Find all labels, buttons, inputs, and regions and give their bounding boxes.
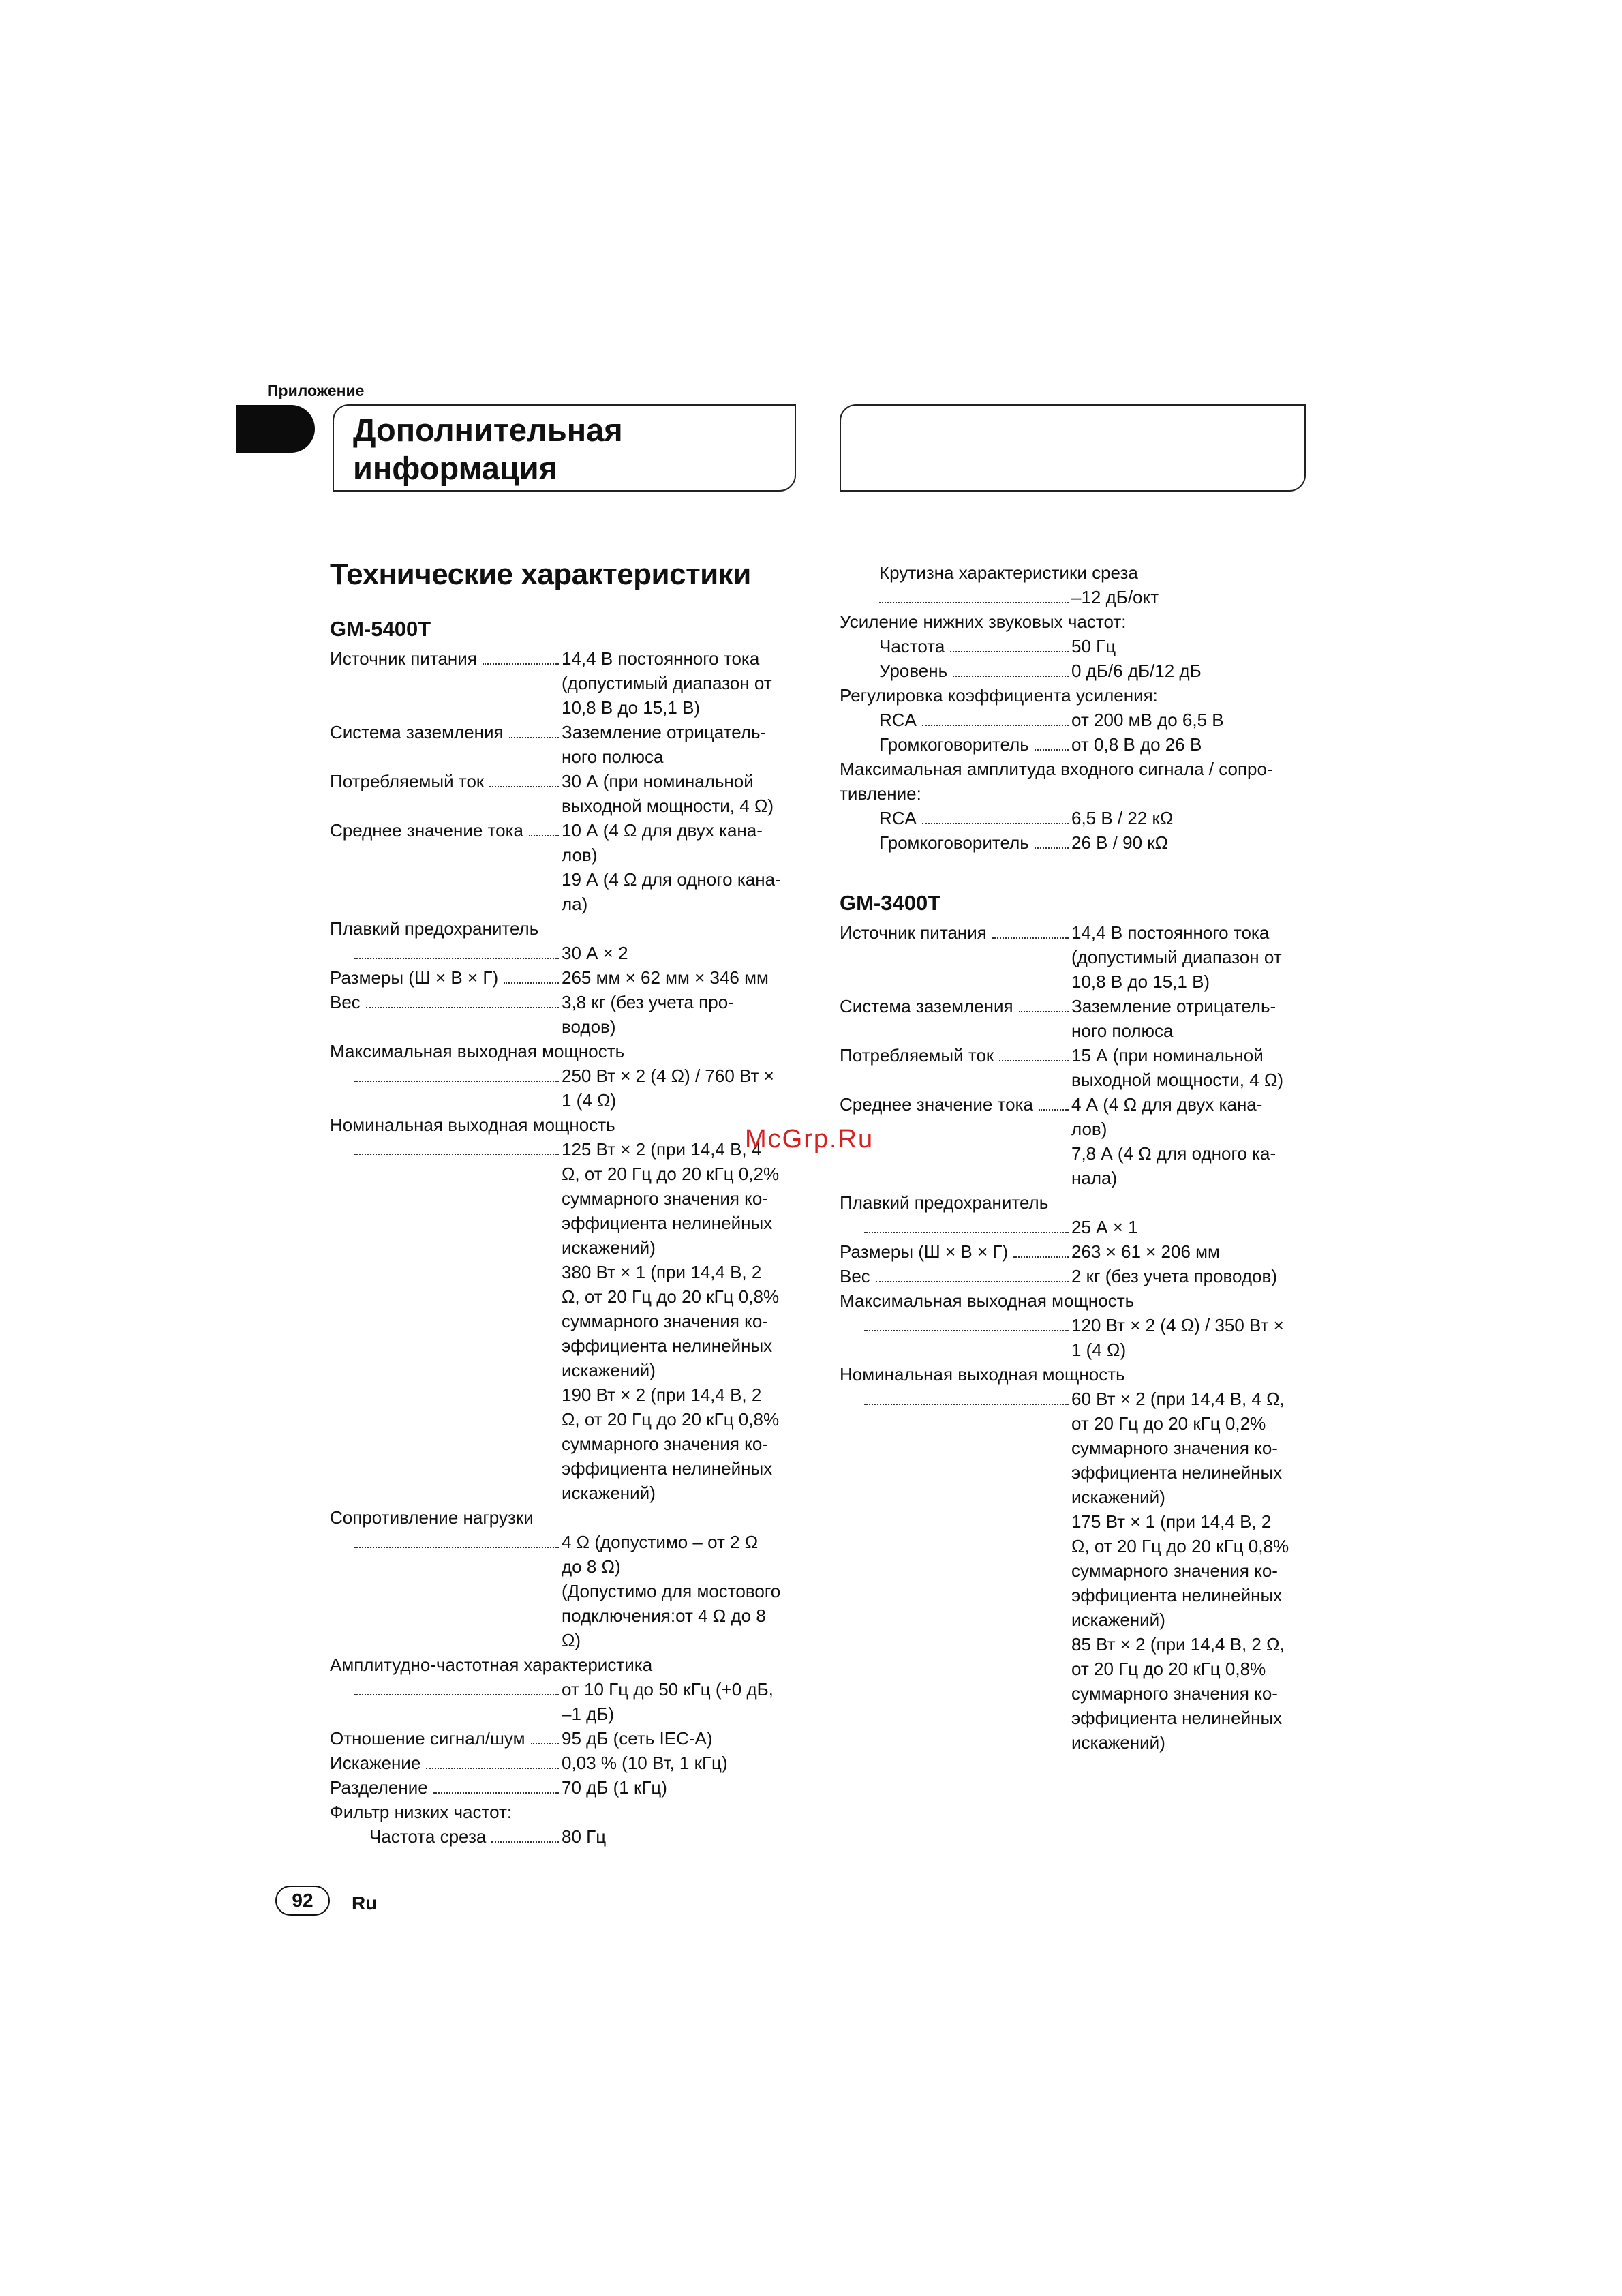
spec-row [840, 659, 1317, 683]
spec-row [840, 634, 1317, 659]
spec-column-right [840, 560, 1317, 1755]
spec-value: 30 А × 2 [562, 943, 628, 963]
spec-value: 6,5 В / 22 кΩ [1071, 808, 1174, 828]
spec-value: 70 дБ (1 кГц) [562, 1777, 667, 1798]
spec-value: 265 мм × 62 мм × 346 мм [562, 967, 769, 988]
spec-label: Вес [840, 1266, 870, 1286]
spec-row [330, 1137, 807, 1505]
spec-row [840, 1264, 1317, 1288]
spec-value: 2 кг (без учета проводов) [1071, 1266, 1278, 1286]
spec-label: RCA [879, 710, 917, 730]
spec-value: 250 Вт × 2 (4 Ω) / 760 Вт × 1 (4 Ω) [562, 1066, 774, 1111]
spec-label: Громкоговоритель [879, 734, 1029, 755]
dot-leader [529, 835, 559, 836]
dot-leader [491, 1841, 559, 1843]
spec-value: 95 дБ (сеть IEC-A) [562, 1728, 713, 1749]
spec-label: Уровень [879, 661, 948, 681]
spec-label: Потребляемый ток [840, 1045, 994, 1066]
dot-leader [426, 1768, 559, 1769]
spec-value: 0,03 % (10 Вт, 1 кГц) [562, 1753, 728, 1773]
spec-value: 3,8 кг (без учета про- водов) [562, 992, 734, 1037]
empty-header-box [840, 404, 1306, 492]
spec-label: Крутизна характеристики среза [879, 562, 1138, 583]
dot-leader [922, 725, 1069, 726]
spec-value: 80 Гц [562, 1826, 607, 1847]
spec-value: 14,4 В постоянного тока (допустимый диапазон от 10,8 В до 15,1 В) [1071, 922, 1282, 992]
spec-row [840, 806, 1317, 830]
spec-value: 4 А (4 Ω для двух кана- лов) 7,8 А (4 Ω для одного ка- нала) [1071, 1094, 1276, 1188]
dot-leader [509, 737, 559, 738]
spec-label: RCA [879, 808, 917, 828]
spec-value: –12 дБ/окт [1071, 587, 1159, 607]
spec-list-gm5400-cont [840, 560, 1317, 855]
spec-label: Громкоговоритель [879, 832, 1029, 853]
dot-leader [1035, 847, 1069, 849]
spec-label: Среднее значение тока [840, 1094, 1034, 1115]
model-heading: GM-3400T [840, 891, 941, 915]
dot-leader [992, 937, 1069, 939]
dot-leader [354, 958, 559, 959]
spec-value: Заземление отрицатель- ного полюса [562, 722, 767, 767]
spec-label: Размеры (Ш × В × Г) [840, 1241, 1009, 1262]
dot-leader [483, 663, 559, 665]
dot-leader [1019, 1011, 1069, 1012]
dot-leader [366, 1007, 559, 1008]
dot-leader [950, 651, 1069, 652]
spec-value: от 0,8 В до 26 В [1071, 734, 1202, 755]
dot-leader [1035, 749, 1069, 751]
spec-row [330, 1726, 807, 1751]
spec-row [840, 1387, 1317, 1755]
spec-row [840, 708, 1317, 732]
section-tab-marker [236, 405, 315, 453]
spec-row [330, 941, 807, 965]
spec-subheading: Фильтр низких частот: [330, 1802, 512, 1822]
spec-row [840, 994, 1317, 1043]
spec-row [330, 1530, 807, 1652]
spec-label: Среднее значение тока [330, 820, 524, 841]
spec-label: Система заземления [330, 722, 504, 742]
watermark: McGrp.Ru [745, 1125, 874, 1153]
spec-row [330, 990, 807, 1039]
spec-value: от 200 мВ до 6,5 В [1071, 710, 1224, 730]
spec-label: Система заземления [840, 996, 1013, 1016]
spec-row [330, 720, 807, 769]
spec-label: Разделение [330, 1777, 428, 1798]
spec-label: Частота среза [369, 1826, 487, 1847]
dot-leader [864, 1404, 1069, 1405]
spec-label: Плавкий предохранитель [330, 918, 539, 939]
spec-value: 125 Вт × 2 (при 14,4 В, 4 Ω, от 20 Гц до 20 кГц 0,2% суммарного значения ко- эффициента нелинейных искажений) 380 Вт × 1 (при 14,4 В, 2 Ω, от 20 Гц до 20 кГц 0,8% суммарного значения ко- эффициента нелинейных искажений) 190 Вт × 2 (при 14,4 В, 2 Ω, от 20 Гц до 20 кГц 0,8% суммарного значения ко- эффициента нелинейных искажений) [562, 1139, 780, 1503]
spec-value: от 10 Гц до 50 кГц (+0 дБ, –1 дБ) [562, 1679, 774, 1724]
page-title: Дополнительная информация [353, 412, 623, 486]
dot-leader [922, 823, 1069, 824]
dot-leader [876, 1281, 1069, 1282]
dot-leader [433, 1792, 559, 1794]
spec-row [840, 1215, 1317, 1239]
spec-label: Номинальная выходная мощность [840, 1364, 1125, 1385]
spec-row [840, 585, 1317, 609]
spec-label: Источник питания [330, 648, 477, 669]
spec-row [840, 1239, 1317, 1264]
spec-value: 120 Вт × 2 (4 Ω) / 350 Вт × 1 (4 Ω) [1071, 1315, 1284, 1360]
spec-label: Размеры (Ш × В × Г) [330, 967, 499, 988]
language-code: Ru [352, 1892, 378, 1914]
spec-row [330, 818, 807, 916]
spec-row [840, 732, 1317, 757]
spec-row [840, 1043, 1317, 1092]
dot-leader [354, 1694, 559, 1695]
dot-leader [504, 982, 559, 984]
spec-row [840, 830, 1317, 855]
spec-label: Искажение [330, 1753, 421, 1773]
dot-leader [864, 1232, 1069, 1233]
spec-row [330, 965, 807, 990]
spec-subheading: Регулировка коэффициента усиления: [840, 685, 1158, 706]
spec-row [840, 1313, 1317, 1362]
spec-row [330, 1751, 807, 1775]
spec-row [840, 1092, 1317, 1190]
spec-value: 30 А (при номинальной выходной мощности, 4 Ω) [562, 771, 774, 816]
spec-label: Потребляемый ток [330, 771, 485, 791]
spec-row [330, 1824, 807, 1849]
spec-value: 50 Гц [1071, 636, 1116, 656]
spec-value: 60 Вт × 2 (при 14,4 В, 4 Ω, от 20 Гц до 20 кГц 0,2% суммарного значения ко- эффициента нелинейных искажений) 175 Вт × 1 (при 14,4 В, 2 Ω, от 20 Гц до 20 кГц 0,8% суммарного значения ко- эффициента нелинейных искажений) 85 Вт × 2 (при 14,4 В, 2 Ω, от 20 Гц до 20 кГц 0,8% суммарного значения ко- эффициента нелинейных искажений) [1071, 1389, 1289, 1753]
spec-row [330, 1677, 807, 1726]
spec-list-gm3400 [840, 920, 1317, 1755]
spec-value: 263 × 61 × 206 мм [1071, 1241, 1220, 1262]
dot-leader [879, 602, 1069, 603]
dot-leader [999, 1060, 1069, 1061]
spec-label: Максимальная выходная мощность [330, 1041, 625, 1061]
spec-label: Амплитудно-частотная характеристика [330, 1655, 653, 1675]
spec-label: Номинальная выходная мощность [330, 1115, 615, 1135]
spec-value: 4 Ω (допустимо – от 2 Ω до 8 Ω) (Допустимо для мостового подключения:от 4 Ω до 8 Ω) [562, 1532, 781, 1650]
spec-value: 25 А × 1 [1071, 1217, 1138, 1237]
spec-value: 26 В / 90 кΩ [1071, 832, 1169, 853]
spec-value: 10 А (4 Ω для двух кана- лов) 19 А (4 Ω для одного кана- ла) [562, 820, 781, 914]
dot-leader [953, 676, 1069, 677]
spec-list-gm5400 [330, 646, 807, 1849]
spacer [840, 855, 1317, 888]
spec-row [330, 769, 807, 818]
spec-label: Максимальная выходная мощность [840, 1290, 1135, 1311]
spec-value: 0 дБ/6 дБ/12 дБ [1071, 661, 1202, 681]
spec-subheading: тивление: [840, 783, 921, 804]
dot-leader [1013, 1256, 1069, 1258]
dot-leader [489, 786, 559, 787]
section-label: Приложение [267, 382, 365, 399]
spec-row [330, 646, 807, 720]
dot-leader [354, 1154, 559, 1155]
section-heading: Технические характеристики [330, 558, 751, 591]
spec-label: Источник питания [840, 922, 987, 943]
spec-label: Отношение сигнал/шум [330, 1728, 525, 1749]
dot-leader [1039, 1109, 1069, 1111]
spec-value: 14,4 В постоянного тока (допустимый диапазон от 10,8 В до 15,1 В) [562, 648, 772, 718]
spec-label: Плавкий предохранитель [840, 1192, 1049, 1213]
dot-leader [354, 1547, 559, 1548]
spec-column-left [330, 614, 807, 1849]
spec-label: Вес [330, 992, 361, 1012]
page-number: 92 [275, 1886, 330, 1916]
dot-leader [354, 1081, 559, 1082]
spec-value: 15 А (при номинальной выходной мощности, 4 Ω) [1071, 1045, 1284, 1090]
spec-subheading: Усиление нижних звуковых частот: [840, 611, 1127, 632]
model-heading: GM-5400T [330, 617, 431, 641]
spec-row [840, 920, 1317, 994]
spec-label: Сопротивление нагрузки [330, 1507, 534, 1528]
dot-leader [531, 1743, 559, 1744]
spec-subheading: Максимальная амплитуда входного сигнала / сопро- [840, 759, 1273, 779]
spec-value: Заземление отрицатель- ного полюса [1071, 996, 1276, 1041]
dot-leader [864, 1330, 1069, 1331]
spec-row [330, 1775, 807, 1800]
spec-label: Частота [879, 636, 945, 656]
title-box [333, 404, 796, 492]
spec-row [330, 1063, 807, 1113]
